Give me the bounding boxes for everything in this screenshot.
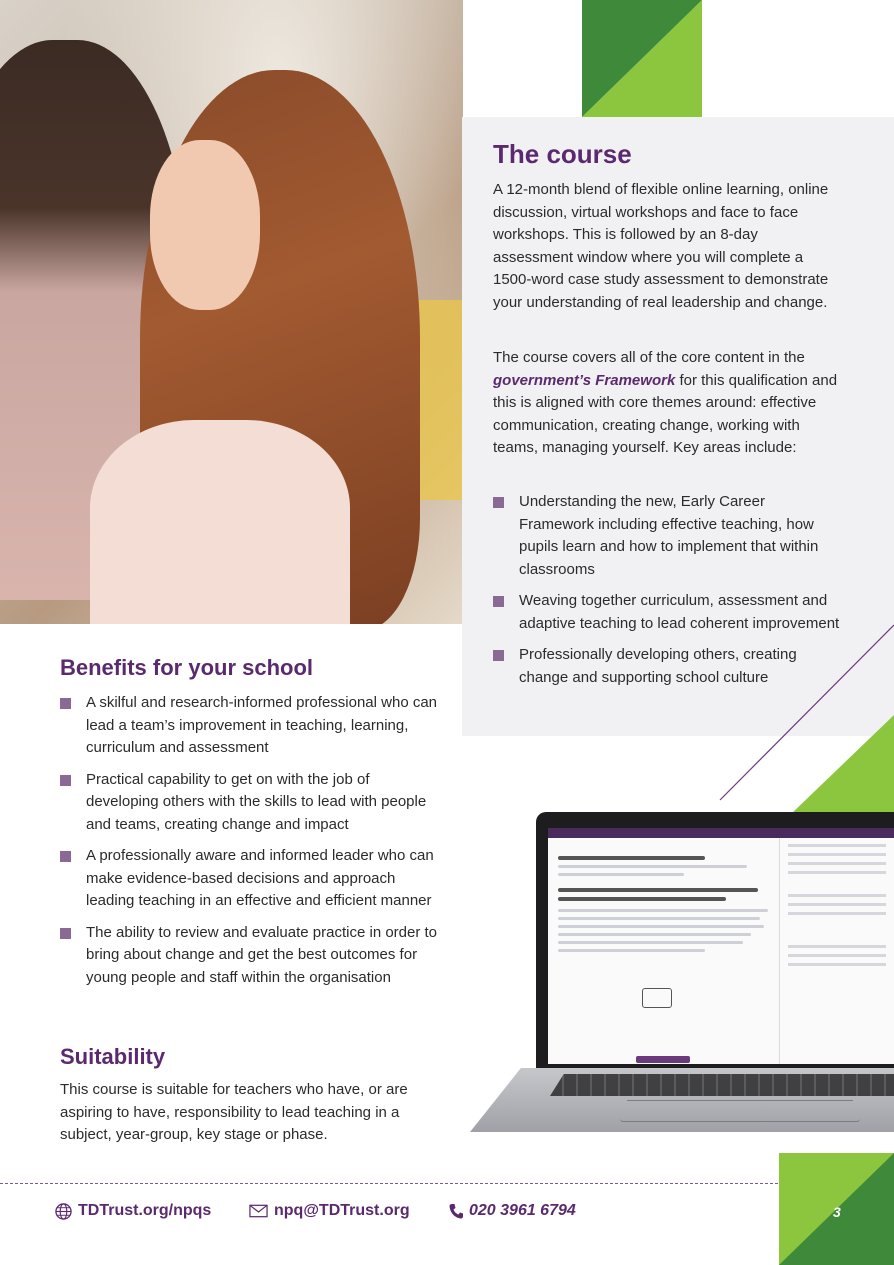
list-item-text: Understanding the new, Early Career Framework including effective teaching, how pupils learn and how to implement that within classrooms xyxy=(519,493,819,578)
list-item-text: Professionally developing others, creating change and supporting school culture xyxy=(519,646,797,686)
photo-person-face xyxy=(150,140,260,310)
list-item xyxy=(60,692,440,760)
list-item xyxy=(493,590,843,635)
list-item-text: A skilful and research-informed professional who can lead a team’s improvement in teaching, learning, curriculum and assessment xyxy=(86,694,438,756)
course-content-text-start: The course covers all of the core content in the xyxy=(493,349,805,366)
list-item-text: Practical capability to get on with the job of developing others with the skills to lead with people and teams, creating change and impact xyxy=(86,770,427,833)
laptop-keyboard xyxy=(550,1074,894,1096)
government-framework-link[interactable]: government’s Framework xyxy=(493,371,676,389)
website-link[interactable]: TDTrust.org/npqs xyxy=(78,1202,212,1219)
square-bullet-icon xyxy=(493,650,504,661)
screen-button xyxy=(636,1056,690,1063)
list-item xyxy=(60,769,440,837)
right-green-triangle xyxy=(790,715,894,815)
hero-photo xyxy=(0,0,463,624)
laptop-image xyxy=(470,812,894,1132)
top-green-triangle xyxy=(582,0,702,117)
list-item xyxy=(60,845,440,913)
suitability-title: Suitability xyxy=(60,1044,166,1069)
square-bullet-icon xyxy=(493,497,504,508)
course-title: The course xyxy=(493,139,632,169)
phone-icon xyxy=(449,1203,463,1219)
laptop-screen xyxy=(548,828,894,1064)
list-item-text: Weaving together curriculum, assessment and adaptive teaching to lead coherent improvement xyxy=(519,592,840,632)
list-item xyxy=(493,644,843,689)
square-bullet-icon xyxy=(60,928,71,939)
globe-icon xyxy=(55,1203,72,1220)
list-item xyxy=(493,491,843,581)
phone-number[interactable]: 020 3961 6794 xyxy=(469,1202,576,1219)
key-areas-list xyxy=(493,491,843,698)
envelope-icon xyxy=(249,1204,268,1218)
screen-text-lines xyxy=(558,856,768,957)
suitability-text: This course is suitable for teachers who have, or are aspiring to have, responsibility to lead teaching in a subject, year-group, key stage or phase. xyxy=(60,1081,408,1143)
course-content-description xyxy=(493,347,838,460)
screen-topbar xyxy=(548,828,894,838)
laptop-trackpad xyxy=(620,1100,860,1122)
screen-diagram-icon xyxy=(642,988,672,1008)
square-bullet-icon xyxy=(60,851,71,862)
footer-email[interactable] xyxy=(249,1202,410,1220)
square-bullet-icon xyxy=(60,698,71,709)
square-bullet-icon xyxy=(493,596,504,607)
footer-phone[interactable] xyxy=(449,1202,576,1220)
footer-divider xyxy=(0,1183,778,1184)
square-bullet-icon xyxy=(60,775,71,786)
page-number: 3 xyxy=(833,1204,841,1220)
benefits-list xyxy=(60,692,440,998)
benefits-title: Benefits for your school xyxy=(60,655,314,680)
course-content-text-end: for this qualification and this is aligned with core themes around: effective communication, creating change, working with teams, managing yourself. Key areas include: xyxy=(493,371,838,456)
course-description: A 12-month blend of flexible online learning, online discussion, virtual workshops and face to face workshops. This is followed by an 8-day assessment window where you will complete a 1500-word case study assessment to demonstrate your understanding of real leadership and change. xyxy=(493,181,829,311)
footer-website[interactable] xyxy=(55,1202,211,1220)
screen-sidebar xyxy=(779,838,894,1064)
photo-person-shirt xyxy=(90,420,350,624)
list-item-text: A professionally aware and informed leader who can make evidence-based decisions and approach leading teaching in an effective and efficient manner xyxy=(86,847,434,909)
email-link[interactable]: npq@TDTrust.org xyxy=(274,1202,410,1219)
list-item-text: The ability to review and evaluate practice in order to bring about change and get the best outcomes for young people and staff within the organisation xyxy=(86,923,438,986)
list-item xyxy=(60,922,440,990)
